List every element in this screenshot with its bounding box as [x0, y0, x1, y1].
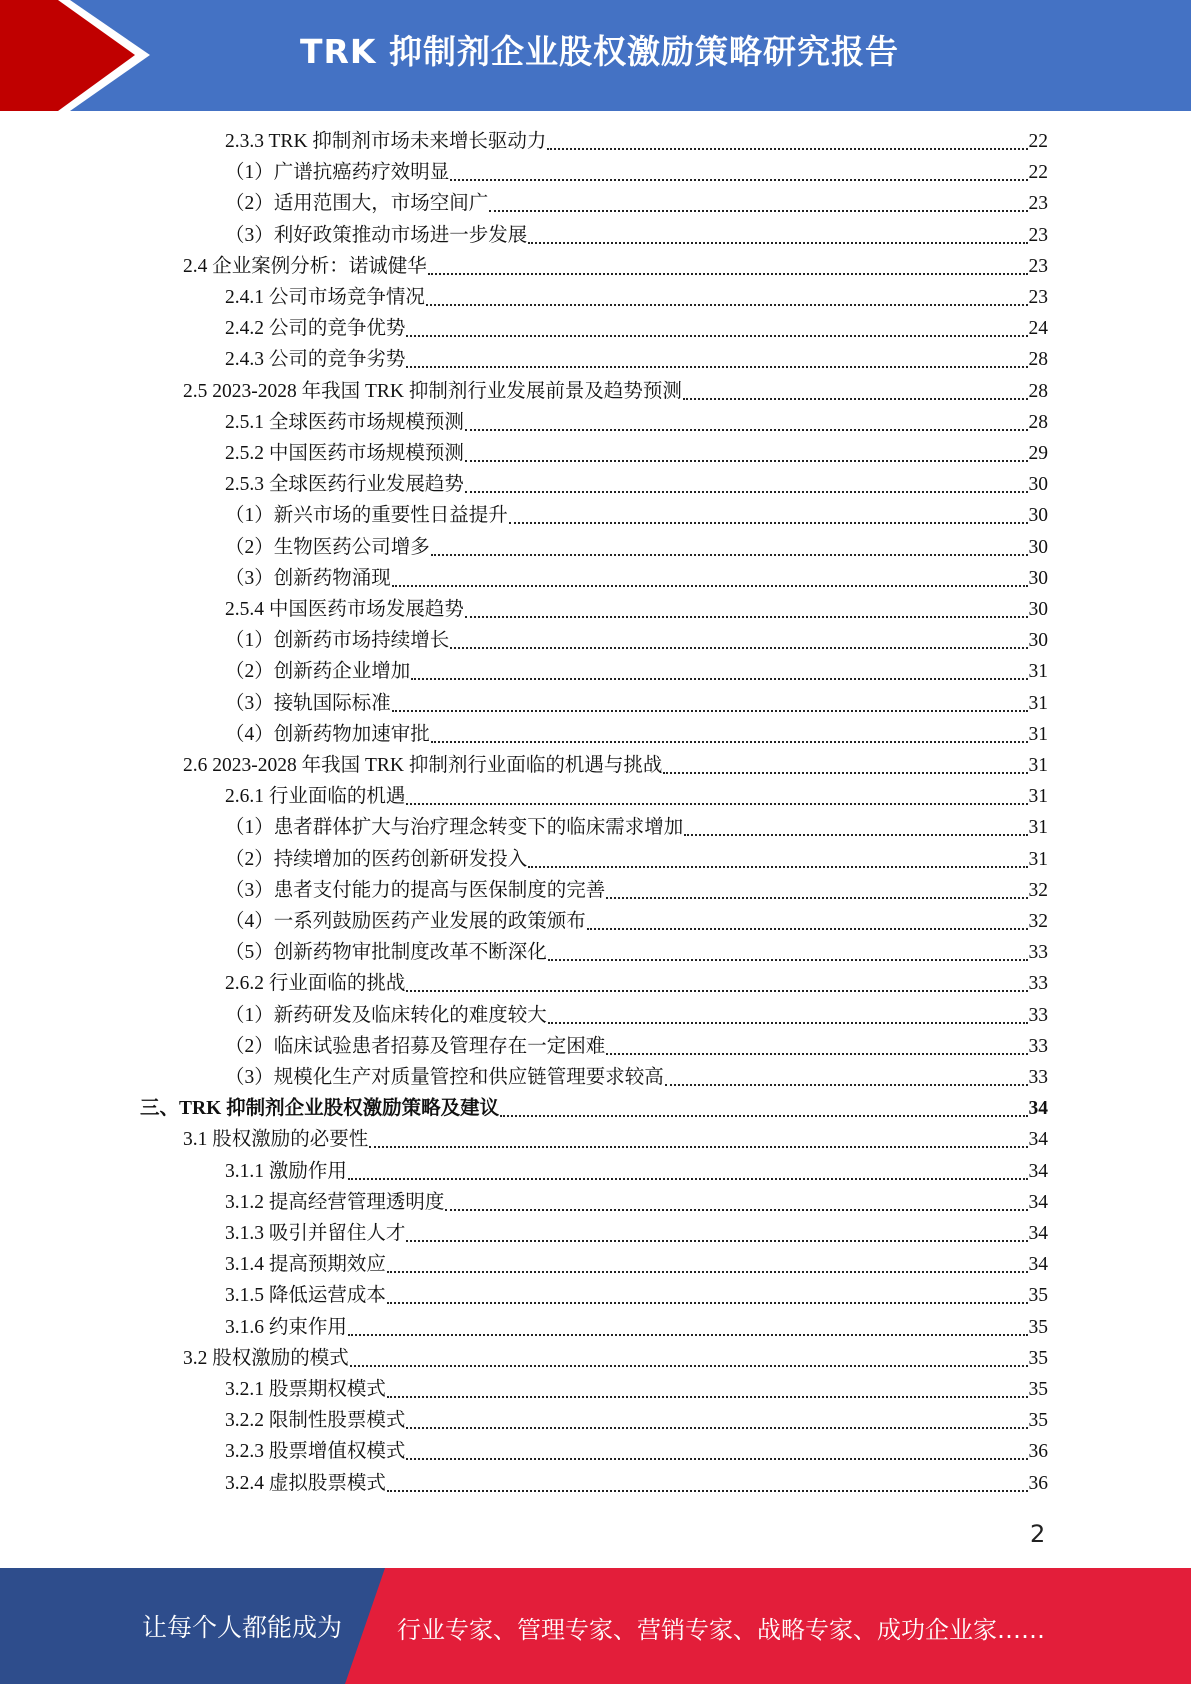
toc-entry-page: 33 [1028, 1035, 1048, 1057]
toc-leader-dots [406, 1458, 1027, 1460]
toc-entry-label: （3）患者支付能力的提高与医保制度的完善 [225, 879, 606, 901]
toc-entry-page: 23 [1028, 224, 1048, 246]
toc-entry-page: 30 [1028, 474, 1048, 496]
toc-entry[interactable] [225, 1250, 1048, 1280]
header-arrow-decoration [0, 0, 150, 111]
toc-entry[interactable] [140, 1094, 1048, 1124]
toc-entry-label: 2.5.2 中国医药市场规模预测 [225, 443, 464, 464]
toc-leader-dots [509, 522, 1028, 524]
toc-leader-dots [350, 1365, 1028, 1367]
toc-entry-label: （1）新兴市场的重要性日益提升 [225, 505, 508, 527]
toc-entry-label: （2）适用范围大，市场空间广 [225, 193, 489, 215]
toc-entry-page: 30 [1028, 630, 1048, 652]
toc-leader-dots [684, 834, 1027, 836]
toc-entry-page: 28 [1028, 411, 1048, 433]
toc-entry-page: 34 [1028, 1160, 1048, 1182]
toc-entry[interactable] [225, 158, 1048, 188]
toc-entry-label: 2.6 2023-2028 年我国 TRK 抑制剂行业面临的机遇与挑战 [183, 755, 663, 776]
toc-entry-label: （2）生物医药公司增多 [225, 536, 430, 558]
toc-leader-dots [465, 491, 1028, 493]
toc-entry-label: 3.1.3 吸引并留住人才 [225, 1223, 406, 1244]
toc-entry-label: 3.1.1 激励作用 [225, 1160, 347, 1182]
toc-entry-label: 2.5.1 全球医药市场规模预测 [225, 411, 464, 433]
toc-entry[interactable] [225, 470, 1048, 500]
toc-entry-page: 35 [1028, 1285, 1048, 1307]
toc-entry-label: （1）广谱抗癌药疗效明显 [225, 162, 450, 184]
toc-entry-label: 2.5.4 中国医药市场发展趋势 [225, 599, 464, 620]
toc-entry[interactable] [225, 657, 1048, 687]
toc-entry-label: 3.2.2 限制性股票模式 [225, 1410, 406, 1432]
toc-entry[interactable] [225, 1469, 1048, 1499]
toc-entry-page: 31 [1028, 692, 1048, 714]
toc-leader-dots [431, 741, 1028, 743]
toc-entry-label: 2.5.3 全球医药行业发展趋势 [225, 474, 464, 496]
toc-leader-dots [406, 1240, 1027, 1242]
toc-entry-label: 2.5 2023-2028 年我国 TRK 抑制剂行业发展前景及趋势预测 [183, 380, 682, 402]
toc-entry[interactable] [225, 345, 1048, 375]
toc-entry-page: 31 [1028, 786, 1048, 808]
toc-leader-dots [465, 429, 1028, 431]
toc-entry-label: （1）患者群体扩大与治疗理念转变下的临床需求增加 [225, 817, 684, 839]
toc-entry[interactable] [225, 1157, 1048, 1187]
toc-entry[interactable] [225, 564, 1048, 594]
toc-entry-label: 2.4.1 公司市场竞争情况 [225, 287, 425, 308]
toc-entry-label: 3.2 股权激励的模式 [183, 1347, 349, 1369]
toc-entry-label: （1）创新药市场持续增长 [225, 630, 450, 652]
toc-entry-page: 23 [1028, 193, 1048, 215]
toc-entry[interactable] [225, 189, 1048, 219]
toc-entry-label: 2.4.2 公司的竞争优势 [225, 318, 406, 340]
toc-entry-page: 33 [1028, 942, 1048, 964]
toc-leader-dots [431, 554, 1028, 556]
toc-entry[interactable] [225, 127, 1048, 157]
toc-leader-dots [426, 304, 1028, 306]
toc-entry-label: （5）创新药物审批制度改革不断深化 [225, 942, 547, 964]
toc-entry[interactable] [225, 626, 1048, 656]
toc-entry-label: 3.2.4 虚拟股票模式 [225, 1472, 386, 1494]
toc-entry[interactable] [225, 221, 1048, 251]
toc-entry-page: 33 [1028, 1067, 1048, 1088]
toc-entry[interactable] [183, 252, 1048, 282]
toc-leader-dots [348, 1334, 1028, 1336]
toc-entry-page: 28 [1028, 349, 1048, 371]
toc-entry-page: 30 [1028, 567, 1048, 589]
toc-leader-dots [606, 1053, 1027, 1055]
toc-entry-page: 31 [1028, 755, 1048, 776]
toc-entry-page: 35 [1028, 1410, 1048, 1432]
toc-entry-label: 3.1.5 降低运营成本 [225, 1285, 386, 1307]
toc-entry[interactable] [225, 1437, 1048, 1467]
toc-entry-page: 32 [1028, 879, 1048, 901]
toc-entry-page: 22 [1028, 162, 1048, 184]
toc-entry-page: 31 [1028, 848, 1048, 870]
toc-leader-dots [500, 1115, 1027, 1117]
toc-entry-label: 2.4.3 公司的竞争劣势 [225, 349, 406, 371]
toc-entry[interactable] [225, 689, 1048, 719]
toc-entry[interactable] [225, 1281, 1048, 1311]
toc-entry-label: （3）利好政策推动市场进一步发展 [225, 224, 528, 246]
toc-leader-dots [387, 1302, 1028, 1304]
toc-leader-dots [387, 1396, 1028, 1398]
header-banner [0, 0, 1191, 111]
toc-leader-dots [465, 460, 1028, 462]
toc-entry-page: 30 [1028, 505, 1048, 527]
toc-entry-label: 2.6.1 行业面临的机遇 [225, 786, 406, 808]
toc-entry-page: 23 [1028, 287, 1048, 308]
toc-entry[interactable] [225, 720, 1048, 750]
toc-leader-dots [406, 1427, 1027, 1429]
toc-entry-page: 31 [1028, 661, 1048, 683]
toc-entry-label: （2）创新药企业增加 [225, 661, 411, 683]
toc-leader-dots [548, 959, 1028, 961]
toc-leader-dots [547, 148, 1027, 150]
footer-banner [0, 1568, 1191, 1684]
toc-entry-page: 24 [1028, 318, 1048, 340]
toc-entry-page: 34 [1028, 1254, 1048, 1276]
toc-entry[interactable] [225, 533, 1048, 563]
footer-slogan-left: 让每个人都能成为 [142, 1613, 343, 1642]
toc-leader-dots [587, 928, 1028, 930]
toc-leader-dots [528, 866, 1027, 868]
toc-entry[interactable] [225, 938, 1048, 968]
toc-entry-label: 3.1.6 约束作用 [225, 1316, 347, 1338]
toc-leader-dots [392, 710, 1028, 712]
toc-entry-page: 34 [1028, 1098, 1048, 1120]
toc-entry-page: 28 [1028, 380, 1048, 402]
toc-entry[interactable] [225, 408, 1048, 438]
toc-entry-page: 33 [1028, 973, 1048, 995]
toc-entry-page: 22 [1028, 131, 1048, 152]
toc-entry-page: 35 [1028, 1316, 1048, 1338]
toc-entry[interactable] [225, 595, 1048, 625]
toc-leader-dots [548, 1022, 1028, 1024]
toc-entry[interactable] [225, 845, 1048, 875]
toc-entry-label: （2）临床试验患者招募及管理存在一定困难 [225, 1035, 606, 1057]
toc-entry-label: 3.2.1 股票期权模式 [225, 1379, 386, 1400]
toc-entry-label: 2.6.2 行业面临的挑战 [225, 973, 406, 995]
toc-entry-page: 36 [1028, 1441, 1048, 1463]
toc-leader-dots [489, 210, 1027, 212]
toc-leader-dots [392, 585, 1028, 587]
toc-leader-dots [428, 273, 1028, 275]
toc-entry-label: （4）创新药物加速审批 [225, 723, 430, 745]
toc-entry[interactable] [225, 1032, 1048, 1062]
toc-entry-label: 3.1 股权激励的必要性 [183, 1129, 369, 1151]
toc-entry[interactable] [225, 1375, 1048, 1405]
toc-leader-dots [387, 1271, 1028, 1273]
toc-entry[interactable] [225, 439, 1048, 469]
toc-leader-dots [450, 179, 1027, 181]
toc-entry[interactable] [225, 782, 1048, 812]
toc-entry-label: （1）新药研发及临床转化的难度较大 [225, 1004, 547, 1026]
toc-leader-dots [606, 897, 1027, 899]
toc-entry[interactable] [225, 969, 1048, 999]
toc-leader-dots [665, 1084, 1028, 1086]
toc-entry-page: 35 [1028, 1379, 1048, 1400]
toc-entry-page: 34 [1028, 1191, 1048, 1213]
toc-entry-page: 35 [1028, 1347, 1048, 1369]
toc-entry[interactable] [225, 1406, 1048, 1436]
toc-entry-label: （4）一系列鼓励医药产业发展的政策颁布 [225, 911, 586, 932]
toc-leader-dots [406, 366, 1027, 368]
toc-leader-dots [406, 803, 1027, 805]
toc-entry-label: （3）接轨国际标准 [225, 692, 391, 714]
toc-entry-page: 31 [1028, 817, 1048, 839]
toc-leader-dots [406, 990, 1027, 992]
toc-leader-dots [683, 398, 1028, 400]
toc-leader-dots [663, 772, 1027, 774]
toc-entry-page: 32 [1028, 911, 1048, 932]
toc-entry[interactable] [225, 813, 1048, 843]
toc-entry[interactable] [225, 314, 1048, 344]
toc-entry[interactable] [183, 1344, 1048, 1374]
toc-entry[interactable] [225, 1001, 1048, 1031]
toc-entry-page: 34 [1028, 1223, 1048, 1244]
toc-leader-dots [528, 242, 1027, 244]
toc-entry-page: 36 [1028, 1472, 1048, 1494]
toc-leader-dots [465, 616, 1028, 618]
toc-entry[interactable] [183, 751, 1048, 781]
toc-entry-label: 2.4 企业案例分析：诺诚健华 [183, 255, 427, 277]
toc-entry[interactable] [225, 907, 1048, 937]
footer-slogan-right: 行业专家、管理专家、营销专家、战略专家、成功企业家…… [397, 1616, 1045, 1644]
toc-leader-dots [387, 1490, 1028, 1492]
toc-entry[interactable] [183, 1125, 1048, 1155]
toc-entry-page: 34 [1028, 1129, 1048, 1151]
toc-entry[interactable] [183, 377, 1048, 407]
toc-entry-label: 3.2.3 股票增值权模式 [225, 1441, 406, 1463]
toc-entry[interactable] [225, 1188, 1048, 1218]
toc-entry-label: 3.1.2 提高经营管理透明度 [225, 1191, 445, 1213]
toc-leader-dots [348, 1178, 1028, 1180]
toc-entry[interactable] [225, 1219, 1048, 1249]
toc-leader-dots [411, 678, 1027, 680]
toc-entry[interactable] [225, 1063, 1048, 1093]
toc-entry-page: 29 [1028, 443, 1048, 464]
toc-entry-page: 30 [1028, 536, 1048, 558]
report-title: TRK 抑制剂企业股权激励策略研究报告 [300, 32, 899, 71]
toc-entry-page: 30 [1028, 599, 1048, 620]
toc-entry-label: （2）持续增加的医药创新研发投入 [225, 848, 528, 870]
toc-entry-page: 31 [1028, 723, 1048, 745]
toc-leader-dots [450, 647, 1027, 649]
toc-entry-page: 33 [1028, 1004, 1048, 1026]
page-number: 2 [1030, 1520, 1046, 1548]
toc-leader-dots [406, 335, 1027, 337]
toc-leader-dots [369, 1146, 1027, 1148]
toc-entry[interactable] [225, 1313, 1048, 1343]
toc-entry-label: 2.3.3 TRK 抑制剂市场未来增长驱动力 [225, 131, 547, 152]
toc-entry-label: （3）创新药物涌现 [225, 567, 391, 589]
toc-entry-label: 三、TRK 抑制剂企业股权激励策略及建议 [140, 1098, 500, 1120]
toc-entry[interactable] [225, 876, 1048, 906]
toc-entry-label: （3）规模化生产对质量管控和供应链管理要求较高 [225, 1067, 664, 1088]
toc-entry[interactable] [225, 283, 1048, 313]
toc-leader-dots [445, 1209, 1027, 1211]
toc-entry-label: 3.1.4 提高预期效应 [225, 1254, 386, 1276]
toc-entry[interactable] [225, 501, 1048, 531]
toc-entry-page: 23 [1028, 255, 1048, 277]
